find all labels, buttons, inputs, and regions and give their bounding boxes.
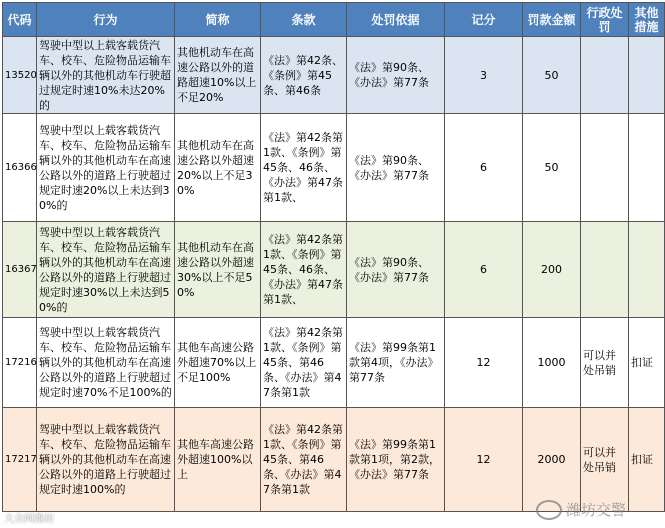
cell-short: 其他机动车在高速公路以外的道路超速10%以上不足20%: [175, 37, 261, 114]
cell-behavior: 驾驶中型以上载客载货汽车、校车、危险物品运输车辆以外的其他机动车在高速公路以外的道路上行驶超过规定时速20%以上未达到30%的: [37, 114, 175, 222]
watermark-right: [536, 499, 626, 520]
table-row: [3, 37, 665, 114]
cell-code: 13520: [3, 37, 37, 114]
cell-clause: 《法》第42条第1款、《条例》第45条、第46条、《办法》第47条第1款: [261, 408, 347, 512]
watermark-right-text: 潍坊交警: [565, 501, 626, 519]
wechat-icon: [536, 500, 562, 520]
cell-behavior: 驾驶中型以上载客载货汽车、校车、危险物品运输车辆以外的其他机动车在高速公路以外的道路上行驶超过规定时速70%不足100%的: [37, 318, 175, 408]
header-admin: 行政处罚: [581, 3, 629, 37]
table-row: [3, 114, 665, 222]
cell-other: [629, 37, 665, 114]
header-points: 记分: [445, 3, 523, 37]
cell-behavior: 驾驶中型以上载客载货汽车、校车、危险物品运输车辆以外的其他机动车在高速公路以外的道路上行驶超过规定时速30%以上未达到50%的: [37, 222, 175, 318]
cell-admin: [581, 222, 629, 318]
table-row: [3, 408, 665, 512]
cell-behavior: 驾驶中型以上载客载货汽车、校车、危险物品运输车辆以外的其他机动车行驶超过规定时速10%未达20%的: [37, 37, 175, 114]
cell-fine: 200: [523, 222, 581, 318]
header-behavior: 行为: [37, 3, 175, 37]
cell-clause: 《法》第42条、《条例》第45条、第46条: [261, 37, 347, 114]
cell-other: 扣证: [629, 408, 665, 512]
cell-code: 17217: [3, 408, 37, 512]
cell-points: 6: [445, 114, 523, 222]
header-code: 代码: [3, 3, 37, 37]
cell-basis: 《法》第99条第1款第1项，第2款，《办法》第77条: [347, 408, 445, 512]
cell-fine: 1000: [523, 318, 581, 408]
cell-fine: 50: [523, 114, 581, 222]
header-short: 简称: [175, 3, 261, 37]
cell-short: 其他车高速公路外超速100%以上: [175, 408, 261, 512]
header-basis: 处罚依据: [347, 3, 445, 37]
cell-short: 其他机动车在高速公路以外超速20%以上不足30%: [175, 114, 261, 222]
cell-other: [629, 114, 665, 222]
cell-points: 3: [445, 37, 523, 114]
table-row: [3, 222, 665, 318]
cell-clause: 《法》第42条第1款、《条例》第45条、46条、《办法》第47条第1款、: [261, 222, 347, 318]
cell-fine: 2000: [523, 408, 581, 512]
cell-clause: 《法》第42条第1款、《条例》第45条、46条、《办法》第47条第1款、: [261, 114, 347, 222]
table-row: [3, 318, 665, 408]
cell-other: [629, 222, 665, 318]
header-clause: 条款: [261, 3, 347, 37]
header-other: 其他措施: [629, 3, 665, 37]
cell-admin: [581, 37, 629, 114]
cell-code: 16367: [3, 222, 37, 318]
header-row: [3, 3, 665, 37]
header-fine: 罚款金额: [523, 3, 581, 37]
cell-basis: 《法》第90条、《办法》第77条: [347, 114, 445, 222]
watermark-left: 大众网潍坊: [4, 514, 54, 525]
cell-code: 16366: [3, 114, 37, 222]
cell-admin: 可以并处吊销: [581, 408, 629, 512]
cell-basis: 《法》第99条第1款第4项，《办法》第77条: [347, 318, 445, 408]
cell-basis: 《法》第90条、《办法》第77条: [347, 37, 445, 114]
cell-code: 17216: [3, 318, 37, 408]
cell-other: 扣证: [629, 318, 665, 408]
cell-short: 其他车高速公路外超速70%以上不足100%: [175, 318, 261, 408]
cell-admin: 可以并处吊销: [581, 318, 629, 408]
cell-points: 12: [445, 408, 523, 512]
cell-clause: 《法》第42条第1款、《条例》第45条、第46条、《办法》第47条第1款: [261, 318, 347, 408]
cell-points: 6: [445, 222, 523, 318]
cell-admin: [581, 114, 629, 222]
cell-fine: 50: [523, 37, 581, 114]
violation-table: [2, 2, 665, 512]
cell-behavior: 驾驶中型以上载客载货汽车、校车、危险物品运输车辆以外的其他机动车在高速公路以外的道路上行驶超过规定时速100%的: [37, 408, 175, 512]
cell-points: 12: [445, 318, 523, 408]
cell-short: 其他机动车在高速公路以外超速30%以上不足50%: [175, 222, 261, 318]
cell-basis: 《法》第90条、《办法》第77条: [347, 222, 445, 318]
